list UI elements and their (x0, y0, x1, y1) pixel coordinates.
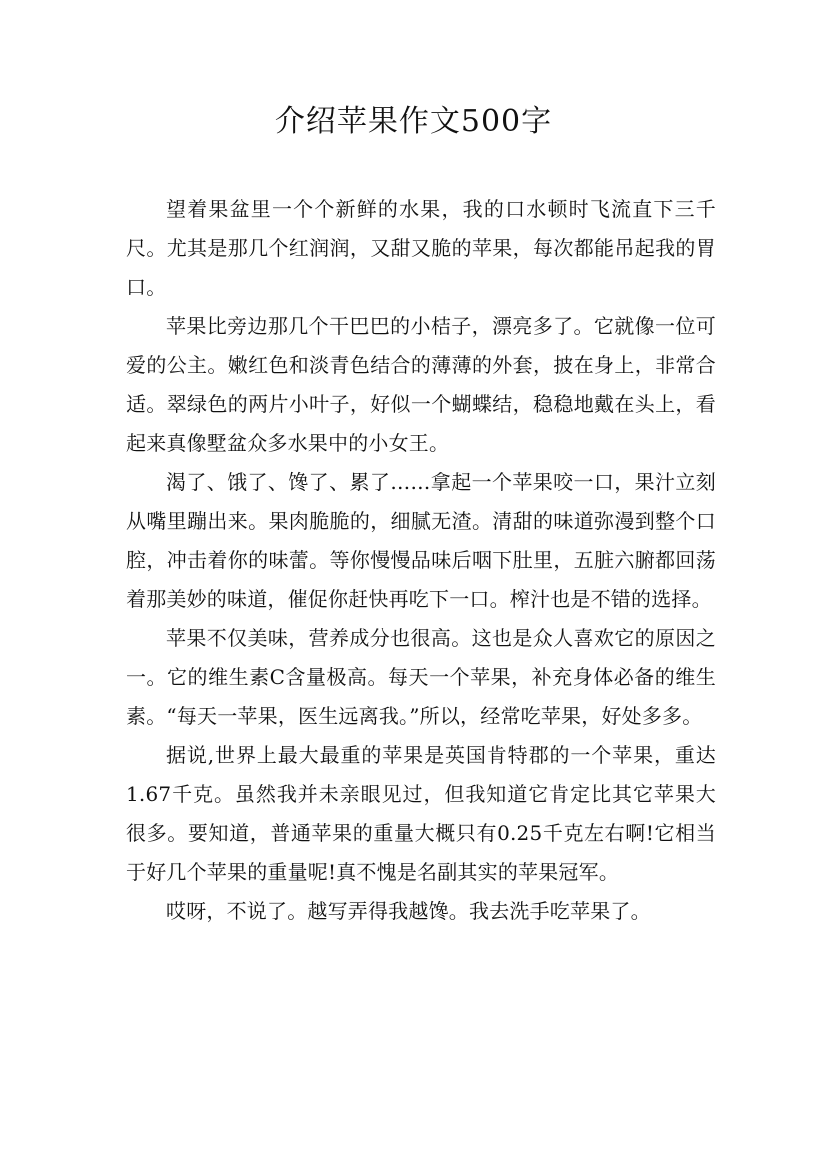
paragraph-2: 苹果比旁边那几个干巴巴的小桔子，漂亮多了。它就像一位可爱的公主。嫩红色和淡青色结合的薄薄的外套，披在身上，非常合适。翠绿色的两片小叶子，好似一个蝴蝶结，稳稳地戴在头上，看起来真像墅盆众多水果中的小女王。 (126, 314, 716, 455)
paragraph-1: 望着果盆里一个个新鲜的水果，我的口水顿时飞流直下三千尺。尤其是那几个红润润，又甜又脆的苹果，每次都能吊起我的胃口。 (126, 197, 716, 299)
paragraph-5: 据说,世界上最大最重的苹果是英国肯特郡的一个苹果，重达1.67千克。虽然我并未亲眼见过，但我知道它肯定比其它苹果大很多。要知道，普通苹果的重量大概只有0.25千克左右啊!它相当于好几个苹果的重量呢!真不愧是名副其实的苹果冠军。 (126, 743, 716, 884)
paragraph-3: 渴了、饿了、馋了、累了……拿起一个苹果咬一口，果汁立刻从嘴里蹦出来。果肉脆脆的，细腻无渣。清甜的味道弥漫到整个口腔，冲击着你的味蕾。等你慢慢品味后咽下肚里，五脏六腑都回荡着那美妙的味道，催促你赶快再吃下一口。榨汁也是不错的选择。 (126, 470, 716, 611)
document-title: 介绍苹果作文500字 (274, 104, 553, 139)
document-body (126, 190, 716, 931)
paragraph-6: 哎呀，不说了。越写弄得我越馋。我去洗手吃苹果了。 (166, 899, 651, 923)
paragraph-4: 苹果不仅美味，营养成分也很高。这也是众人喜欢它的原因之一。它的维生素C含量极高。每天一个苹果，补充身体必备的维生素。“每天一苹果，医生远离我。”所以，经常吃苹果，好处多多。 (126, 626, 716, 728)
